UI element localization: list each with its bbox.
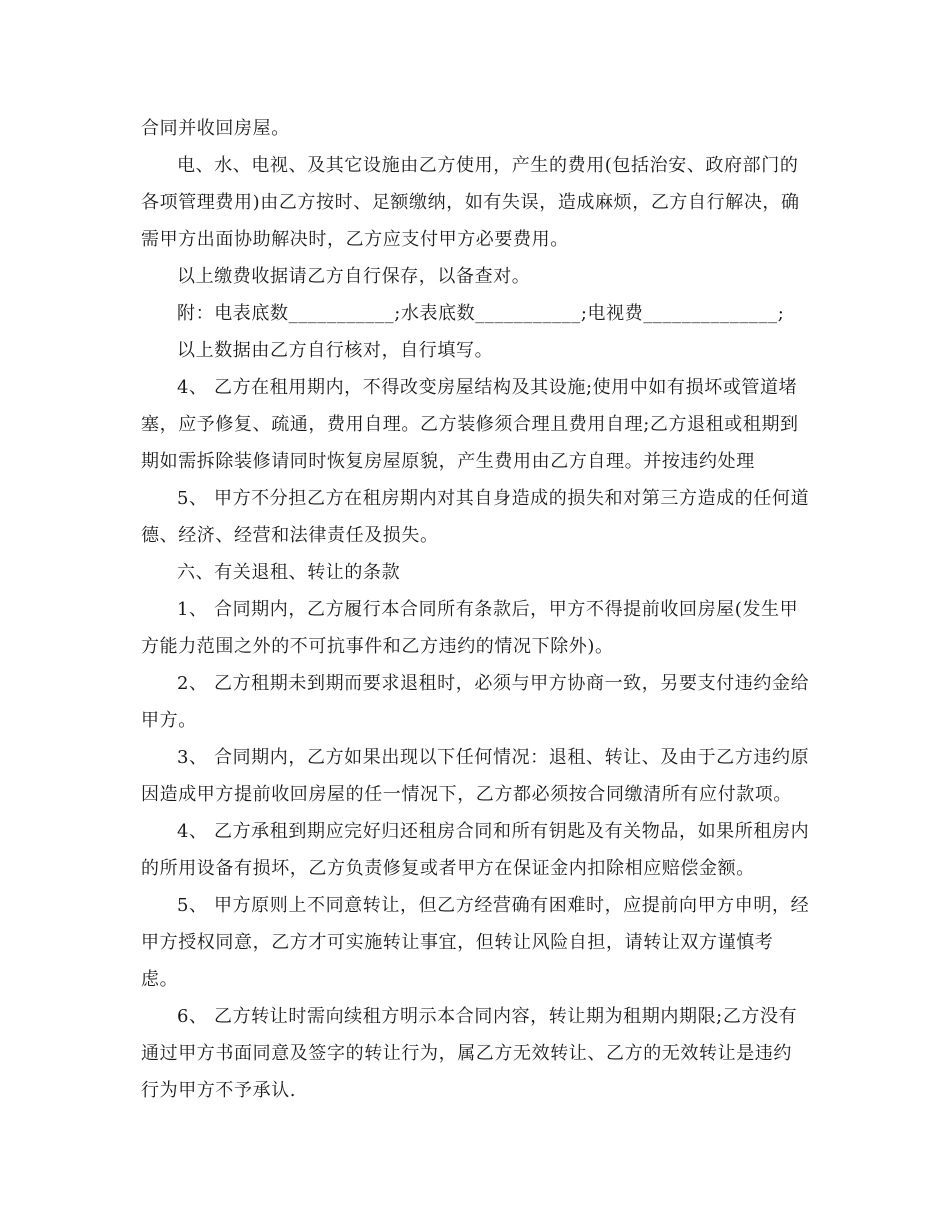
text-line: 期如需拆除装修请同时恢复房屋原貌，产生费用由乙方自理。并按违约处理 bbox=[141, 451, 755, 472]
text-line: 方能力范围之外的不可抗事件和乙方违约的情况下除外)。 bbox=[141, 636, 614, 657]
text-line: 电、水、电视、及其它设施由乙方使用，产生的费用(包括治安、政府部门的 bbox=[177, 155, 799, 176]
text-line: 的所用设备有损坏，乙方负责修复或者甲方在保证金内扣除相应赔偿金额。 bbox=[141, 858, 755, 879]
text-line: 以上数据由乙方自行核对，自行填写。 bbox=[177, 340, 494, 361]
text-line: 6、 乙方转让时需向续租方明示本合同内容，转让期为租期内期限;乙方没有 bbox=[177, 1006, 798, 1027]
text-line: 4、 乙方在租用期内，不得改变房屋结构及其设施;使用中如有损坏或管道堵 bbox=[177, 377, 798, 398]
text-line: 2、 乙方租期未到期而要求退租时，必须与甲方协商一致，另要支付违约金给 bbox=[177, 673, 810, 694]
text-line: 因造成甲方提前收回房屋的任一情况下，乙方都必须按合同缴清所有应付款项。 bbox=[141, 784, 792, 805]
text-line: 行为甲方不予承认. bbox=[141, 1080, 297, 1101]
text-line: 需甲方出面协助解决时，乙方应支付甲方必要费用。 bbox=[141, 229, 569, 250]
text-line: 5、 甲方不分担乙方在租房期内对其自身造成的损失和对第三方造成的任何道 bbox=[177, 488, 810, 509]
text-line: 4、 乙方承租到期应完好归还租房合同和所有钥匙及有关物品，如果所租房内 bbox=[177, 821, 810, 842]
text-line: 虑。 bbox=[141, 969, 179, 990]
section-heading: 六、有关退租、转让的条款 bbox=[177, 562, 401, 583]
text-line: 德、经济、经营和法律责任及损失。 bbox=[141, 525, 439, 546]
text-line: 3、 合同期内，乙方如果出现以下任何情况：退租、转让、及由于乙方违约原 bbox=[177, 747, 810, 768]
text-line: 合同并收回房屋。 bbox=[141, 118, 290, 139]
text-line: 甲方授权同意，乙方才可实施转让事宜，但转让风险自担，请转让双方谨慎考 bbox=[141, 932, 774, 953]
text-line: 各项管理费用)由乙方按时、足额缴纳，如有失误，造成麻烦，乙方自行解决，确 bbox=[141, 192, 800, 213]
text-line: 附：电表底数___________;水表底数___________;电视费______________; bbox=[177, 303, 785, 324]
text-line: 以上缴费收据请乙方自行保存，以备查对。 bbox=[177, 266, 531, 287]
text-line: 塞，应予修复、疏通，费用自理。乙方装修须合理且费用自理;乙方退租或租期到 bbox=[141, 414, 799, 435]
text-line: 甲方。 bbox=[141, 710, 197, 731]
text-line: 1、 合同期内，乙方履行本合同所有条款后，甲方不得提前收回房屋(发生甲 bbox=[177, 599, 799, 620]
text-line: 通过甲方书面同意及签字的转让行为，属乙方无效转让、乙方的无效转让是违约 bbox=[141, 1043, 792, 1064]
text-line: 5、 甲方原则上不同意转让，但乙方经营确有困难时，应提前向甲方申明，经 bbox=[177, 895, 810, 916]
